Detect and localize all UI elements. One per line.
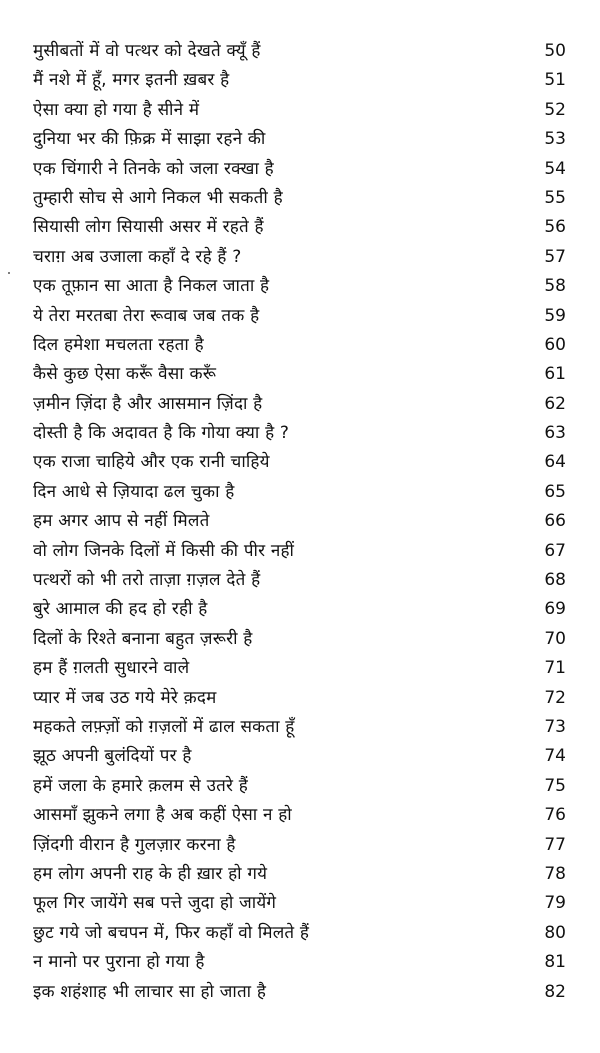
toc-title: दिल हमेशा मचलता रहता है	[33, 334, 204, 355]
toc-row	[0, 714, 600, 743]
toc-title: इक शहंशाह भी लाचार सा हो जाता है	[33, 981, 267, 1002]
toc-row	[0, 97, 600, 126]
toc-title: न मानो पर पुराना हो गया है	[33, 952, 205, 973]
toc-row	[0, 332, 600, 361]
toc-row	[0, 743, 600, 772]
toc-row	[0, 773, 600, 802]
toc-title: दिन आधे से ज़ियादा ढल चुका है	[33, 481, 235, 502]
toc-page-number: 66	[544, 511, 566, 532]
toc-row	[0, 479, 600, 508]
toc-row	[0, 949, 600, 978]
toc-page-number: 54	[544, 158, 566, 179]
toc-page-number: 78	[544, 863, 566, 884]
toc-title: झूठ अपनी बुलंदियों पर है	[33, 746, 192, 767]
toc-page-number: 56	[544, 217, 566, 238]
toc-title: तुम्हारी सोच से आगे निकल भी सकती है	[33, 187, 283, 208]
toc-title: ये तेरा मरतबा तेरा रूवाब जब तक है	[33, 305, 260, 326]
toc-row	[0, 596, 600, 625]
toc-row	[0, 244, 600, 273]
toc-title: एक तूफ़ान सा आता है निकल जाता है	[33, 276, 270, 297]
toc-page-number: 75	[544, 775, 566, 796]
toc-page-number: 57	[544, 246, 566, 267]
toc-page-number: 63	[544, 423, 566, 444]
toc-row	[0, 832, 600, 861]
toc-title: फूल गिर जायेंगे सब पत्ते जुदा हो जायेंगे	[33, 893, 277, 914]
toc-row	[0, 802, 600, 831]
toc-title: पत्थरों को भी तरो ताज़ा ग़ज़ल देते हैं	[33, 570, 261, 591]
toc-page-number: 52	[544, 99, 566, 120]
toc-title: बुरे आमाल की हद हो रही है	[33, 599, 208, 620]
toc-title: प्यार में जब उठ गये मेरे क़दम	[33, 687, 217, 708]
toc-page-number: 61	[544, 364, 566, 385]
toc-page-number: 77	[544, 834, 566, 855]
toc-title: एक चिंगारी ने तिनके को जला रक्खा है	[33, 158, 274, 179]
toc-title: मुसीबतों में वो पत्थर को देखते क्यूँ हैं	[33, 41, 261, 61]
toc-page-number: 72	[544, 687, 566, 708]
toc-title: कैसे कुछ ऐसा करूँ वैसा करूँ	[33, 364, 217, 385]
toc-row	[0, 508, 600, 537]
toc-page-number: 82	[544, 981, 566, 1002]
toc-title: हम लोग अपनी राह के ही ख़ार हो गये	[33, 863, 268, 884]
toc-page-number: 71	[544, 658, 566, 679]
toc-row	[0, 538, 600, 567]
toc-page-number: 62	[544, 393, 566, 414]
toc-row	[0, 567, 600, 596]
toc-row	[0, 685, 600, 714]
toc-page-number: 51	[544, 70, 566, 91]
toc-title: हमें जला के हमारे क़लम से उतरे हैं	[33, 775, 248, 796]
toc-page-number: 81	[544, 952, 566, 973]
toc-row	[0, 38, 600, 67]
toc-title: सियासी लोग सियासी असर में रहते हैं	[33, 217, 264, 238]
toc-row	[0, 861, 600, 890]
toc-page-number: 79	[544, 893, 566, 914]
toc-page-number: 76	[544, 805, 566, 826]
toc-title: दुनिया भर की फ़िक्र में साझा रहने की	[33, 129, 266, 150]
toc-page-number: 55	[544, 187, 566, 208]
toc-page-number: 73	[544, 716, 566, 737]
scan-speck	[8, 272, 10, 274]
toc-title: एक राजा चाहिये और एक रानी चाहिये	[33, 452, 270, 473]
toc-page-number: 64	[544, 452, 566, 473]
toc-page-number: 74	[544, 746, 566, 767]
toc-page-number: 80	[544, 922, 566, 943]
toc-row	[0, 156, 600, 185]
toc-row	[0, 185, 600, 214]
toc-row	[0, 449, 600, 478]
toc-title: हम हैं ग़लती सुधारने वाले	[33, 658, 190, 679]
toc-title: हम अगर आप से नहीं मिलते	[33, 511, 210, 532]
toc-page-number: 70	[544, 628, 566, 649]
toc-row	[0, 214, 600, 243]
toc-title: आसमाँ झुकने लगा है अब कहीं ऐसा न हो	[33, 805, 292, 826]
toc-title: ज़मीन ज़िंदा है और आसमान ज़िंदा है	[33, 393, 263, 414]
toc-page-number: 69	[544, 599, 566, 620]
toc-title: मैं नशे में हूँ, मगर इतनी ख़बर है	[33, 70, 230, 91]
toc-page-number: 58	[544, 276, 566, 297]
toc-row	[0, 420, 600, 449]
toc-row	[0, 920, 600, 949]
toc-page-number: 50	[544, 41, 566, 61]
toc-row	[0, 979, 600, 1008]
toc-row	[0, 126, 600, 155]
toc-page-number: 65	[544, 481, 566, 502]
toc-row	[0, 626, 600, 655]
toc-title: महकते लफ़्ज़ों को ग़ज़लों में ढाल सकता हूँ	[33, 716, 295, 737]
toc-row	[0, 890, 600, 919]
toc-title: वो लोग जिनके दिलों में किसी की पीर नहीं	[33, 540, 295, 561]
toc-row	[0, 391, 600, 420]
toc-title: ज़िंदगी वीरान है गुलज़ार करना है	[33, 834, 236, 855]
toc-page-number: 67	[544, 540, 566, 561]
toc-title: छुट गये जो बचपन में, फिर कहाँ वो मिलते हैं	[33, 922, 310, 943]
table-of-contents	[0, 38, 600, 1008]
toc-title: चराग़ अब उजाला कहाँ दे रहे हैं ?	[33, 246, 242, 267]
toc-page-number: 60	[544, 334, 566, 355]
toc-page-number: 59	[544, 305, 566, 326]
toc-title: ऐसा क्या हो गया है सीने में	[33, 99, 200, 120]
toc-page-number: 53	[544, 129, 566, 150]
toc-row	[0, 655, 600, 684]
toc-title: दिलों के रिश्ते बनाना बहुत ज़रूरी है	[33, 628, 253, 649]
toc-row	[0, 361, 600, 390]
toc-page-number: 68	[544, 570, 566, 591]
toc-row	[0, 303, 600, 332]
toc-row	[0, 67, 600, 96]
toc-row	[0, 273, 600, 302]
toc-title: दोस्ती है कि अदावत है कि गोया क्या है ?	[33, 423, 290, 444]
